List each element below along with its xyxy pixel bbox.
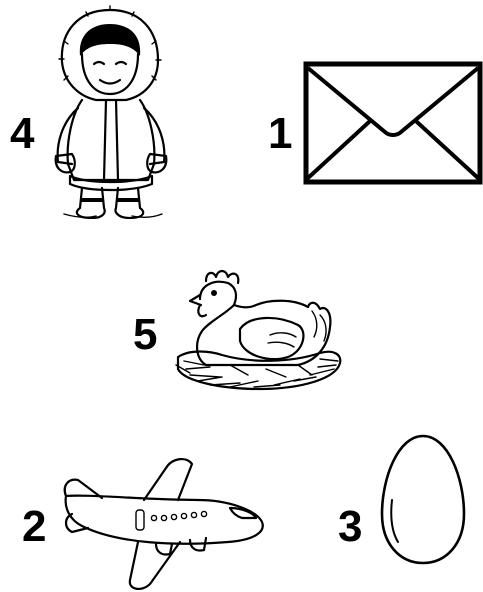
- envelope-picture: [303, 60, 483, 186]
- number-label-hen: 5: [133, 310, 158, 359]
- egg-picture: [378, 432, 468, 567]
- number-label-airplane: 2: [22, 502, 47, 551]
- number-label-egg: 3: [338, 502, 363, 551]
- eskimo-child-picture: [48, 4, 173, 219]
- number-label-envelope: 1: [268, 109, 293, 158]
- number-label-eskimo: 4: [10, 109, 35, 158]
- hen-on-nest-picture: [170, 265, 345, 397]
- airplane-picture: [58, 452, 268, 592]
